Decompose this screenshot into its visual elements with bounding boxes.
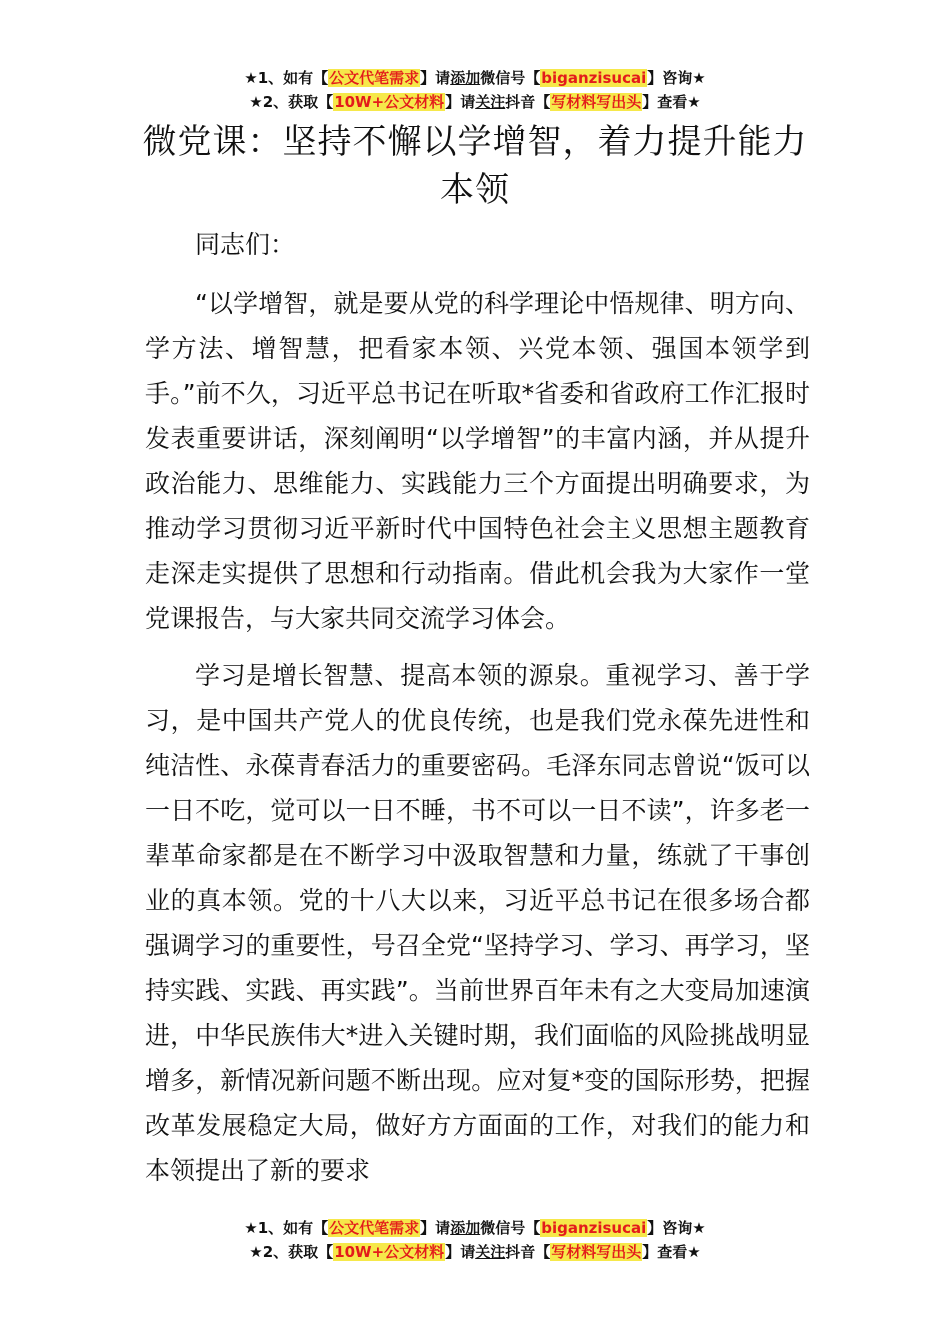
paragraph-1: “以学增智，就是要从党的科学理论中悟规律、明方向、学方法、增智慧，把看家本领、兴党本领、强国本领学到手。”前不久，习近平总书记在听取*省委和省政府工作汇报时发表重要讲话，深刻阐明“以学增智”的丰富内涵，并从提升政治能力、思维能力、实践能力三个方面提出明确要求，为推动学习贯彻习近平新时代中国特色社会主义思想主题教育走深走实提供了思想和行动指南。借此机会我为大家作一堂党课报告，与大家共同交流学习体会。: [145, 289, 810, 633]
banner-text: 】请: [445, 93, 476, 111]
document-title: 微党课：坚持不懈以学增智，着力提升能力本领: [142, 122, 808, 210]
banner-highlight: biganzisucai: [541, 69, 647, 87]
banner-text: ★2、获取【: [249, 93, 334, 111]
banner-text: 】请: [420, 69, 451, 87]
banner-text: 微信号【: [480, 69, 541, 87]
banner-text: 】咨询★: [647, 1219, 706, 1237]
banner-line-1: [0, 66, 950, 90]
banner-line-2: [0, 1240, 950, 1264]
banner-highlight: 写材料写出头: [551, 1243, 642, 1261]
banner-highlight: 10W+公文材料: [334, 1243, 445, 1261]
banner-text: 】请: [445, 1243, 476, 1261]
banner-text: ★1、如有【: [244, 1219, 329, 1237]
banner-text: ★2、获取【: [249, 1243, 334, 1261]
banner-underlined-text: 添加: [450, 69, 481, 87]
banner-highlight: 写材料写出头: [551, 93, 642, 111]
document-body: [145, 222, 810, 1205]
banner-text: 】请: [420, 1219, 451, 1237]
banner-highlight: biganzisucai: [541, 1219, 647, 1237]
banner-text: 】查看★: [642, 93, 701, 111]
banner-underlined-text: 添加: [450, 1219, 481, 1237]
banner-text: 】咨询★: [647, 69, 706, 87]
banner-text: ★1、如有【: [244, 69, 329, 87]
banner-highlight: 10W+公文材料: [334, 93, 445, 111]
banner-text: 】查看★: [642, 1243, 701, 1261]
banner-line-1: [0, 1216, 950, 1240]
footer-banner: [0, 1216, 950, 1264]
greeting: 同志们：: [195, 230, 296, 259]
banner-text: 抖音【: [505, 1243, 551, 1261]
banner-line-2: [0, 90, 950, 114]
banner-highlight: 公文代笔需求: [329, 69, 420, 87]
banner-underlined-text: 关注: [475, 93, 506, 111]
banner-highlight: 公文代笔需求: [329, 1219, 420, 1237]
paragraph-2: 学习是增长智慧、提高本领的源泉。重视学习、善于学习，是中国共产党人的优良传统，也是我们党永葆先进性和纯洁性、永葆青春活力的重要密码。毛泽东同志曾说“饭可以一日不吃，觉可以一日不睡，书不可以一日不读”，许多老一辈革命家都是在不断学习中汲取智慧和力量，练就了干事创业的真本领。党的十八大以来，习近平总书记在很多场合都强调学习的重要性，号召全党“坚持学习、学习、再学习，坚持实践、实践、再实践”。当前世界百年未有之大变局加速演进，中华民族伟大*进入关键时期，我们面临的风险挑战明显增多，新情况新问题不断出现。应对复*变的国际形势，把握改革发展稳定大局，做好方方面面的工作，对我们的能力和本领提出了新的要求: [145, 661, 810, 1185]
header-banner: [0, 66, 950, 114]
banner-underlined-text: 关注: [475, 1243, 506, 1261]
banner-text: 微信号【: [480, 1219, 541, 1237]
banner-text: 抖音【: [505, 93, 551, 111]
